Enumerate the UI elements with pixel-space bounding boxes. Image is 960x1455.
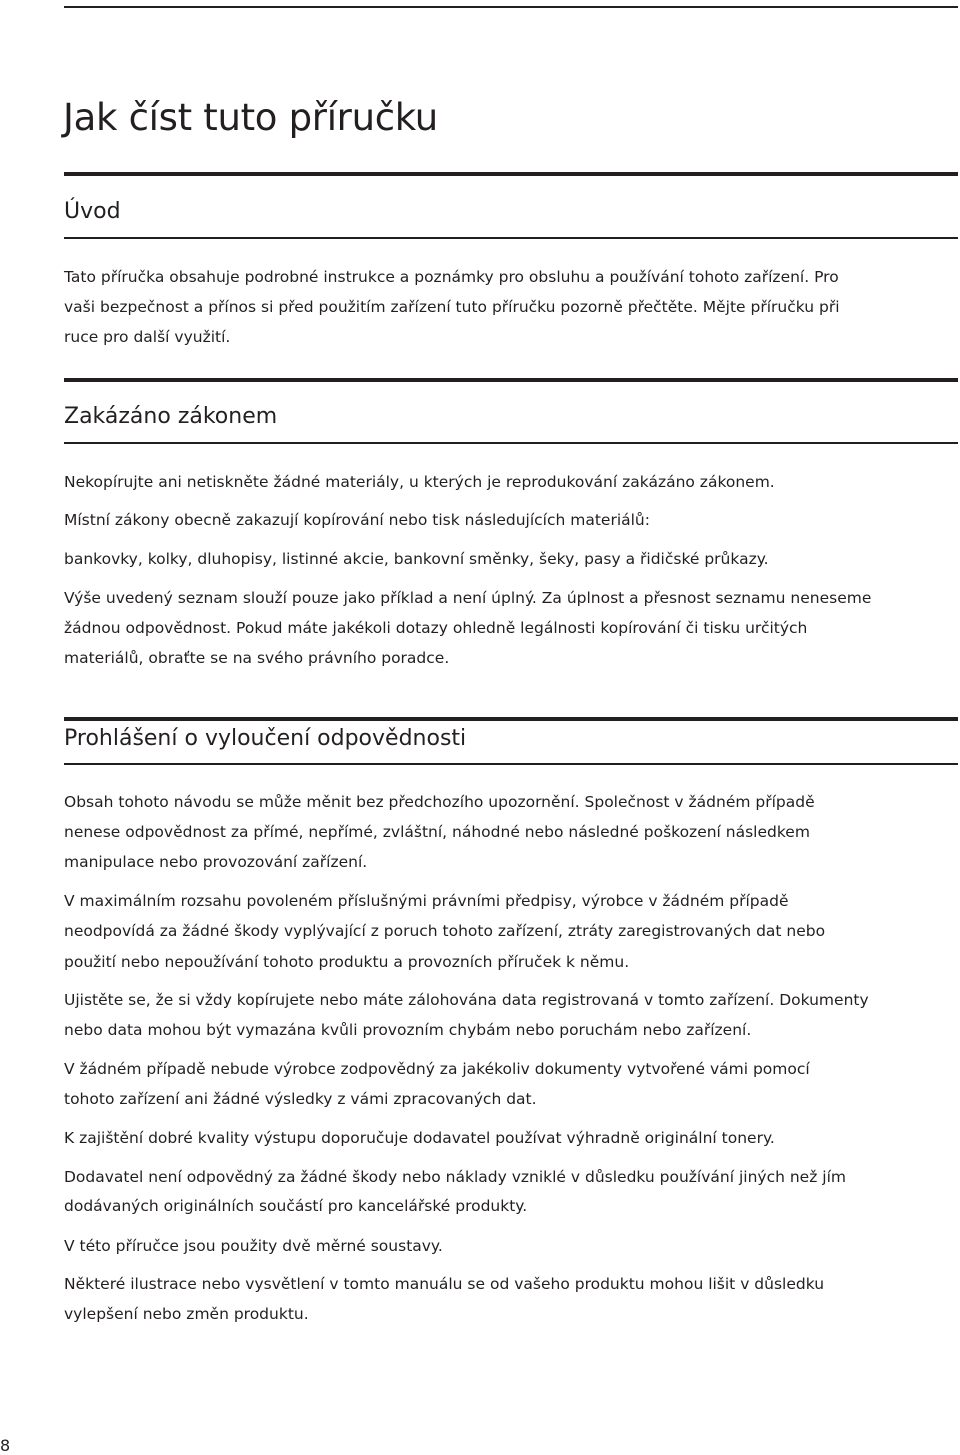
prohibited-line: Nekopírujte ani netiskněte žádné materiály, u kterých je reprodukování zakázáno zákonem. [64, 473, 775, 491]
disclaimer-line: V této příručce jsou použity dvě měrné soustavy. [64, 1237, 443, 1255]
prohibited-line: Výše uvedený seznam slouží pouze jako příklad a není úplný. Za úplnost a přesnost seznamu neneseme [64, 589, 872, 607]
disclaimer-line: manipulace nebo provozování zařízení. [64, 853, 368, 871]
prohibited-line: materiálů, obraťte se na svého právního poradce. [64, 649, 450, 667]
disclaimer-line: Některé ilustrace nebo vysvětlení v tomto manuálu se od vašeho produktu mohou lišit v důsledku [64, 1275, 825, 1293]
section-rule-top [64, 378, 958, 382]
page-number: 8 [0, 1436, 11, 1455]
section-title-prohibited: Zakázáno zákonem [64, 404, 278, 429]
disclaimer-line: Ujistěte se, že si vždy kopírujete nebo máte zálohována data registrovaná v tomto zařízení. Dokumenty [64, 991, 869, 1009]
disclaimer-line: tohoto zařízení ani žádné výsledky z vámi zpracovaných dat. [64, 1090, 537, 1108]
section-title-intro: Úvod [64, 199, 121, 224]
disclaimer-line: Dodavatel není odpovědný za žádné škody nebo náklady vzniklé v důsledku používání jiných než jím [64, 1168, 846, 1186]
disclaimer-line: Obsah tohoto návodu se může měnit bez předchozího upozornění. Společnost v žádném případě [64, 793, 815, 811]
top-rule [64, 6, 958, 8]
section-rule-bottom [64, 763, 958, 765]
prohibited-line: Místní zákony obecně zakazují kopírování nebo tisk následujících materiálů: [64, 511, 650, 529]
disclaimer-line: dodávaných originálních součástí pro kancelářské produkty. [64, 1197, 528, 1215]
prohibited-line: žádnou odpovědnost. Pokud máte jakékoli dotazy ohledně legálnosti kopírování či tisku určitých [64, 619, 808, 637]
section-rule-bottom [64, 442, 958, 444]
section-rule-bottom [64, 237, 958, 239]
section-rule-top [64, 717, 958, 721]
prohibited-line: bankovky, kolky, dluhopisy, listinné akcie, bankovní směnky, šeky, pasy a řidičské průkazy. [64, 550, 769, 568]
disclaimer-line: neodpovídá za žádné škody vyplývající z poruch tohoto zařízení, ztráty zaregistrovaných dat nebo [64, 922, 826, 940]
disclaimer-line: použití nebo nepoužívání tohoto produktu a provozních příruček k němu. [64, 953, 630, 971]
disclaimer-line: V žádném případě nebude výrobce zodpovědný za jakékoliv dokumenty vytvořené vámi pomocí [64, 1060, 810, 1078]
disclaimer-line: K zajištění dobré kvality výstupu doporučuje dodavatel používat výhradně originální tonery. [64, 1129, 775, 1147]
disclaimer-line: nenese odpovědnost za přímé, nepřímé, zvláštní, náhodné nebo následné poškození následkem [64, 823, 810, 841]
page-title: Jak číst tuto příručku [63, 96, 438, 139]
section-rule-top [64, 172, 958, 176]
intro-line: ruce pro další využití. [64, 328, 231, 346]
disclaimer-line: vylepšení nebo změn produktu. [64, 1305, 309, 1323]
disclaimer-line: V maximálním rozsahu povoleném příslušnými právními předpisy, výrobce v žádném případě [64, 892, 789, 910]
intro-line: Tato příručka obsahuje podrobné instrukce a poznámky pro obsluhu a používání tohoto zařízení. Pro [64, 268, 839, 286]
section-title-disclaimer: Prohlášení o vyloučení odpovědnosti [64, 726, 467, 751]
disclaimer-line: nebo data mohou být vymazána kvůli provozním chybám nebo poruchám nebo zařízení. [64, 1021, 752, 1039]
intro-line: vaši bezpečnost a přínos si před použitím zařízení tuto příručku pozorně přečtěte. Mějte příručku při [64, 298, 840, 316]
